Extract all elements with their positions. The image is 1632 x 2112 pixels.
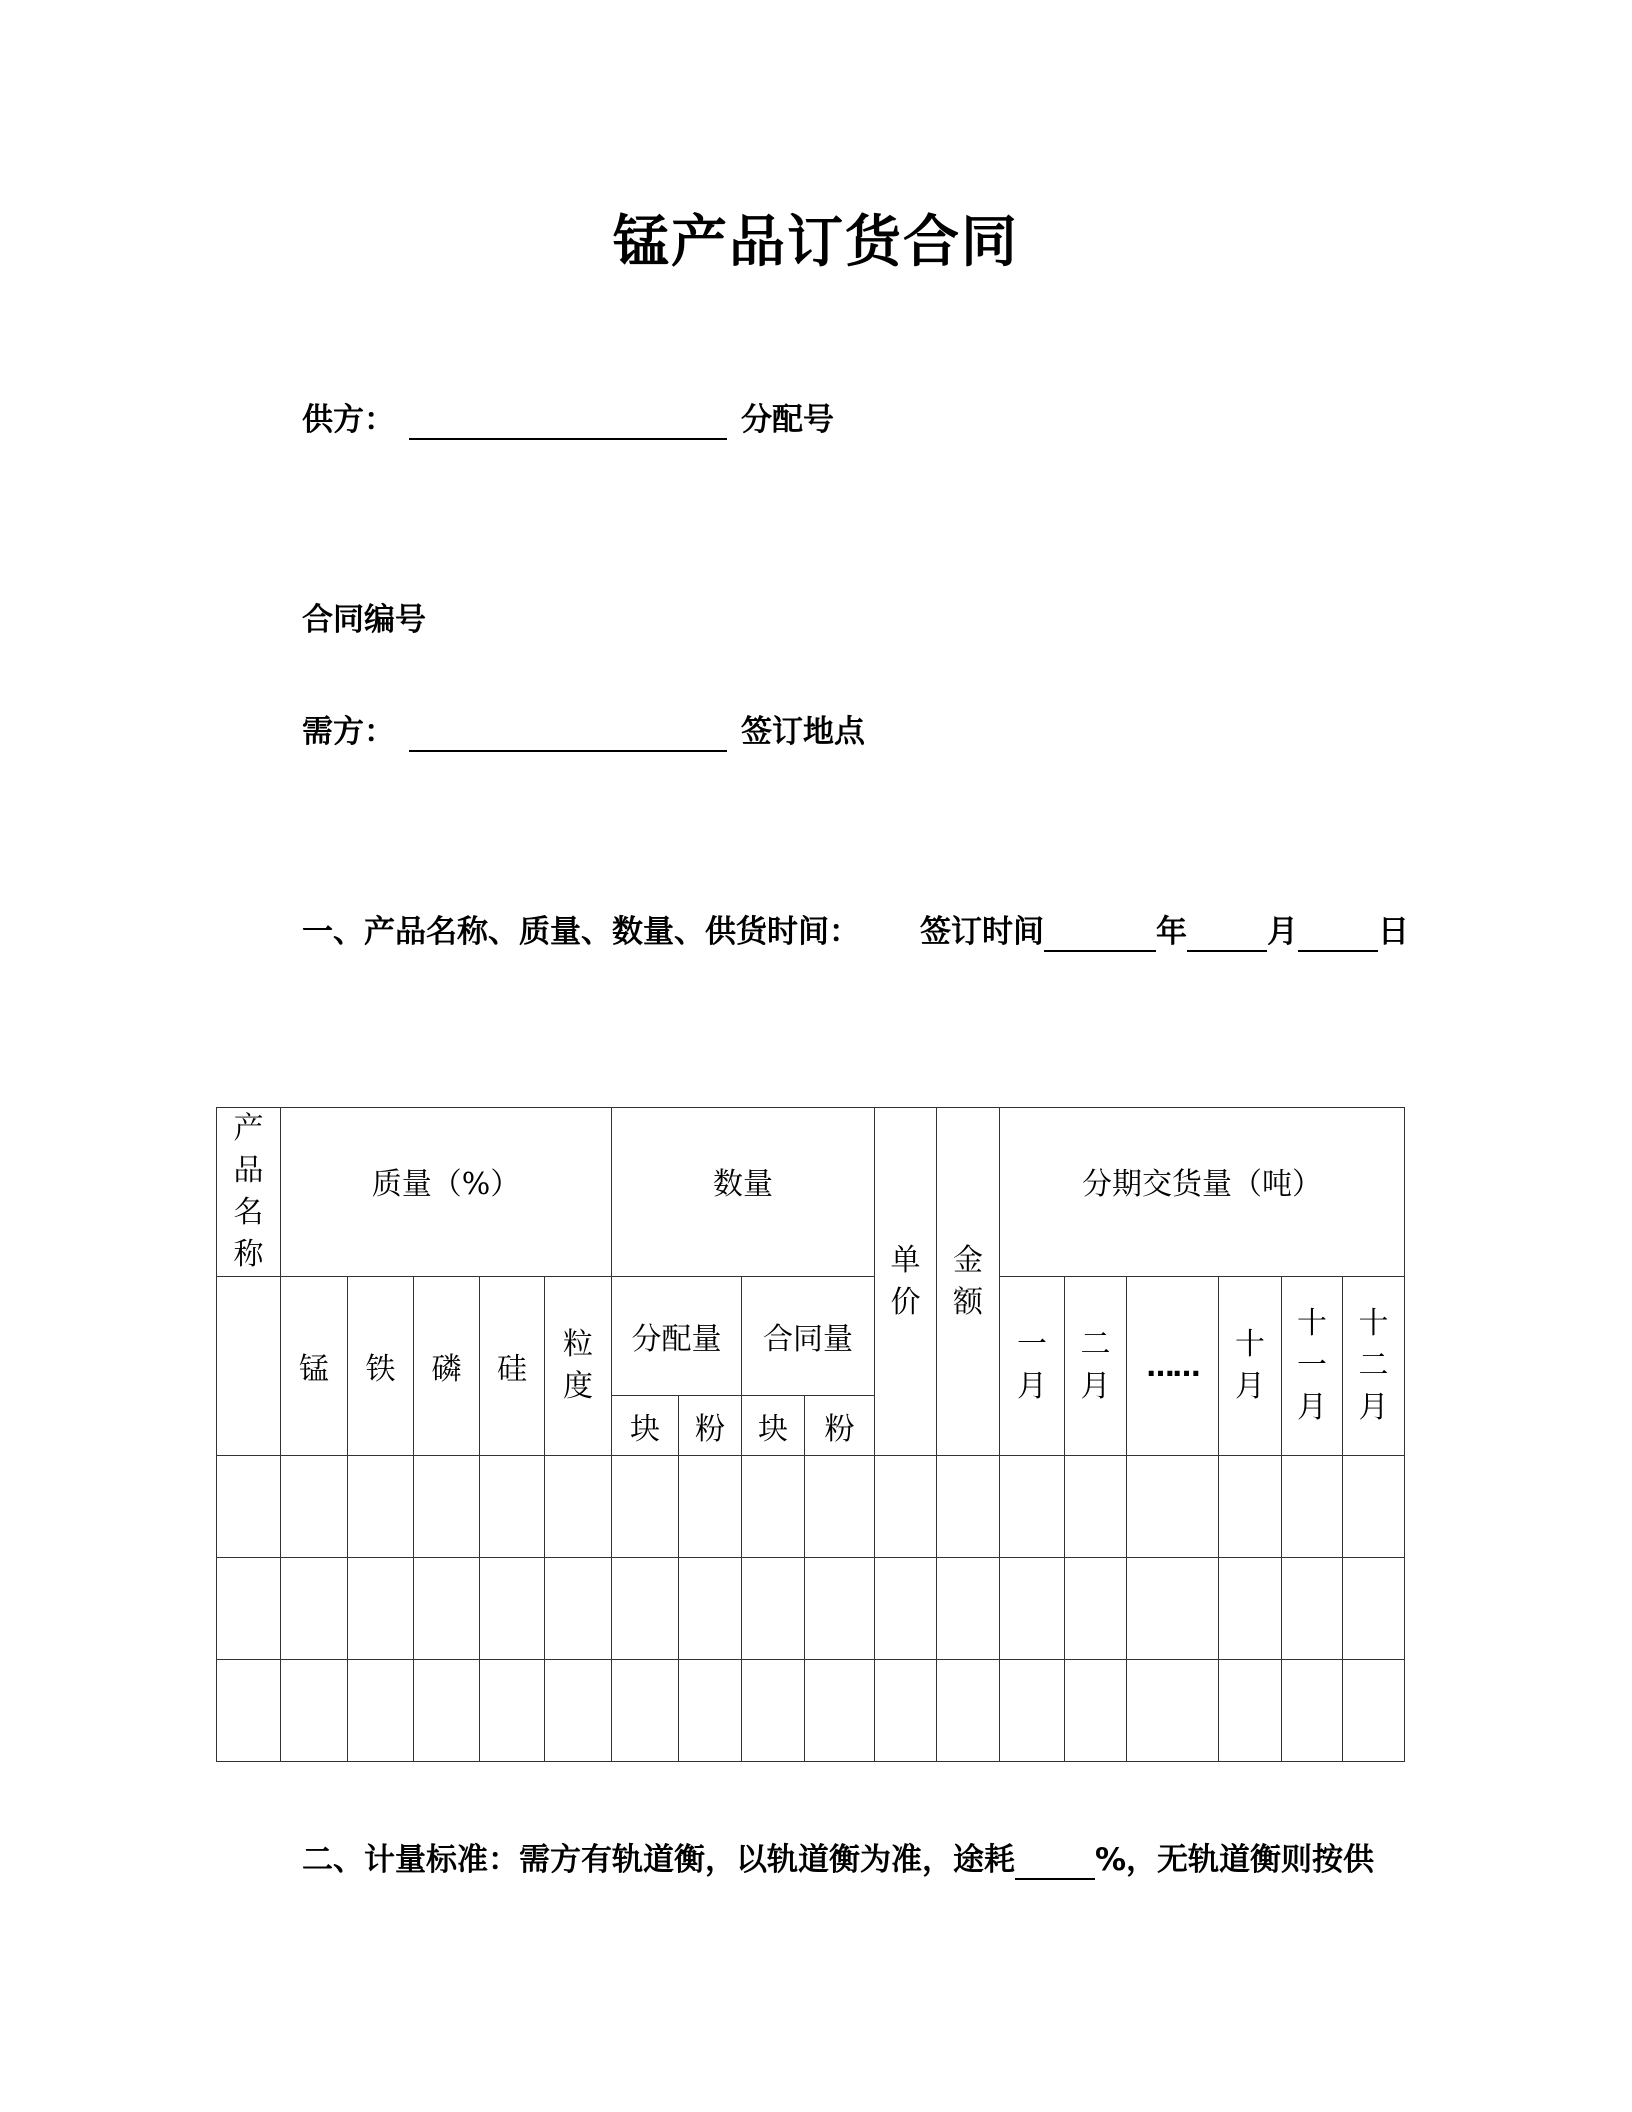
contract-number-line — [302, 600, 426, 640]
cell[interactable] — [805, 1558, 875, 1660]
cell[interactable] — [414, 1558, 480, 1660]
section1-heading: 一、产品名称、质量、数量、供货时间： — [302, 914, 860, 950]
cell[interactable] — [937, 1456, 1000, 1558]
cell[interactable] — [480, 1558, 545, 1660]
cell[interactable] — [1219, 1660, 1282, 1762]
cell[interactable] — [742, 1660, 805, 1762]
quality-header: 质量（%） — [281, 1108, 612, 1277]
signing-time-label: 签订时间 — [920, 914, 1044, 950]
contract-number-label: 合同编号 — [302, 602, 426, 638]
cell[interactable] — [281, 1558, 348, 1660]
cell[interactable] — [742, 1558, 805, 1660]
month-feb: 二月 — [1065, 1277, 1127, 1456]
quantity-header: 数量 — [612, 1108, 875, 1277]
month-jan: 一月 — [1000, 1277, 1065, 1456]
col-iron: 铁 — [348, 1277, 414, 1456]
cell[interactable] — [1127, 1660, 1219, 1762]
day-blank[interactable] — [1298, 916, 1378, 952]
cell[interactable] — [1343, 1558, 1405, 1660]
cell[interactable] — [545, 1660, 612, 1762]
month-oct: 十月 — [1219, 1277, 1282, 1456]
product-name-header: 产品名称 — [217, 1108, 281, 1277]
cell[interactable] — [1282, 1456, 1343, 1558]
col-granularity: 粒度 — [545, 1277, 612, 1456]
amount-header: 金额 — [937, 1108, 1000, 1456]
cell[interactable] — [1000, 1558, 1065, 1660]
day-label: 日 — [1378, 914, 1409, 950]
order-table — [216, 1107, 1405, 1762]
allocation-number-label: 分配号 — [741, 402, 834, 438]
cell[interactable] — [1282, 1558, 1343, 1660]
contract-powder: 粉 — [805, 1396, 875, 1456]
buyer-blank[interactable] — [409, 716, 727, 752]
supplier-line — [302, 400, 834, 440]
cell[interactable] — [1282, 1660, 1343, 1762]
cell[interactable] — [1127, 1558, 1219, 1660]
cell[interactable] — [281, 1660, 348, 1762]
allocated-lump: 块 — [612, 1396, 679, 1456]
cell[interactable] — [1000, 1660, 1065, 1762]
cell[interactable] — [875, 1660, 937, 1762]
section1-line — [302, 912, 1409, 952]
buyer-label: 需方： — [302, 714, 395, 750]
cell[interactable] — [348, 1558, 414, 1660]
col-phosphorus: 磷 — [414, 1277, 480, 1456]
month-dec: 十二月 — [1343, 1277, 1405, 1456]
section2-text-after: %，无轨道衡则按供 — [1095, 1842, 1375, 1878]
cell[interactable] — [217, 1660, 281, 1762]
delivery-header: 分期交货量（吨） — [1000, 1108, 1405, 1277]
col-manganese: 锰 — [281, 1277, 348, 1456]
product-name-sub — [217, 1277, 281, 1456]
cell[interactable] — [1000, 1456, 1065, 1558]
cell[interactable] — [281, 1456, 348, 1558]
cell[interactable] — [679, 1456, 742, 1558]
cell[interactable] — [545, 1558, 612, 1660]
cell[interactable] — [414, 1660, 480, 1762]
supplier-blank[interactable] — [409, 404, 727, 440]
cell[interactable] — [875, 1558, 937, 1660]
cell[interactable] — [1127, 1456, 1219, 1558]
cell[interactable] — [1065, 1660, 1127, 1762]
cell[interactable] — [937, 1660, 1000, 1762]
buyer-line — [302, 712, 865, 752]
month-label: 月 — [1267, 914, 1298, 950]
cell[interactable] — [679, 1660, 742, 1762]
unit-price-header: 单价 — [875, 1108, 937, 1456]
signing-place-label: 签订地点 — [741, 714, 865, 750]
cell[interactable] — [348, 1660, 414, 1762]
cell[interactable] — [348, 1456, 414, 1558]
allocated-powder: 粉 — [679, 1396, 742, 1456]
cell[interactable] — [1219, 1558, 1282, 1660]
loss-rate-blank[interactable] — [1015, 1844, 1095, 1880]
cell[interactable] — [742, 1456, 805, 1558]
cell[interactable] — [805, 1660, 875, 1762]
section2-line — [302, 1840, 1374, 1880]
cell[interactable] — [1219, 1456, 1282, 1558]
cell[interactable] — [612, 1660, 679, 1762]
cell[interactable] — [679, 1558, 742, 1660]
cell[interactable] — [1065, 1558, 1127, 1660]
cell[interactable] — [545, 1456, 612, 1558]
allocated-quantity-header: 分配量 — [612, 1277, 742, 1396]
cell[interactable] — [217, 1558, 281, 1660]
cell[interactable] — [612, 1558, 679, 1660]
month-blank[interactable] — [1187, 916, 1267, 952]
year-blank[interactable] — [1044, 916, 1156, 952]
cell[interactable] — [217, 1456, 281, 1558]
cell[interactable] — [480, 1456, 545, 1558]
section2-text-before: 二、计量标准：需方有轨道衡，以轨道衡为准，途耗 — [302, 1842, 1015, 1878]
table-row — [217, 1558, 1405, 1660]
contract-lump: 块 — [742, 1396, 805, 1456]
contract-quantity-header: 合同量 — [742, 1277, 875, 1396]
cell[interactable] — [480, 1660, 545, 1762]
cell[interactable] — [414, 1456, 480, 1558]
cell[interactable] — [937, 1558, 1000, 1660]
contract-title: 锰产品订货合同 — [613, 210, 1019, 275]
col-silicon: 硅 — [480, 1277, 545, 1456]
month-ellipsis: …… — [1127, 1277, 1219, 1456]
table-row — [217, 1660, 1405, 1762]
cell[interactable] — [612, 1456, 679, 1558]
year-label: 年 — [1156, 914, 1187, 950]
cell[interactable] — [875, 1456, 937, 1558]
cell[interactable] — [1343, 1660, 1405, 1762]
cell[interactable] — [1065, 1456, 1127, 1558]
table-row — [217, 1456, 1405, 1558]
supplier-label: 供方： — [302, 402, 395, 438]
cell[interactable] — [1343, 1456, 1405, 1558]
cell[interactable] — [805, 1456, 875, 1558]
month-nov: 十一月 — [1282, 1277, 1343, 1456]
